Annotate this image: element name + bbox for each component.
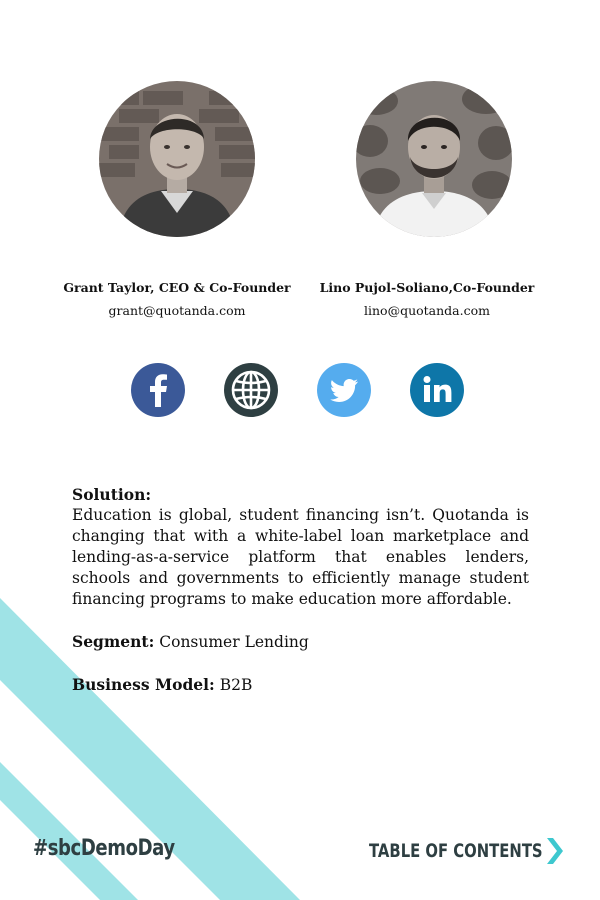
business-model-value: B2B [219, 676, 253, 694]
founder-email-lino[interactable]: lino@quotanda.com [364, 303, 490, 318]
company-description [72, 484, 529, 696]
business-model-row [72, 674, 529, 696]
table-of-contents-label: TABLE OF CONTENTS [369, 840, 543, 862]
solution-text: Education is global, student financing isn’t. Quotanda is changing that with a white-label loan marketplace and lending-as-a-service platform that enables lenders, schools and governments to efficiently manage student financing programs to make education more affordable. [72, 506, 529, 608]
business-model-label: Business Model: [72, 675, 215, 694]
founder-name-grant: Grant Taylor, CEO & Co-Founder [63, 280, 291, 295]
chevron-right-icon [547, 838, 563, 864]
founder-photo-grant [99, 81, 255, 237]
globe-icon[interactable] [224, 363, 278, 417]
facebook-icon[interactable] [131, 363, 185, 417]
founder-name-lino: Lino Pujol-Soliano,Co-Founder [319, 280, 535, 295]
founder-photo-lino [356, 81, 512, 237]
table-of-contents-link[interactable] [320, 838, 563, 864]
segment-row [72, 631, 529, 653]
linkedin-icon[interactable] [410, 363, 464, 417]
twitter-icon[interactable] [317, 363, 371, 417]
segment-label: Segment: [72, 632, 155, 651]
segment-value: Consumer Lending [159, 633, 309, 651]
solution-label: Solution: [72, 485, 152, 504]
founder-email-grant[interactable]: grant@quotanda.com [108, 303, 246, 318]
event-hashtag: #sbcDemoDay [33, 836, 175, 861]
